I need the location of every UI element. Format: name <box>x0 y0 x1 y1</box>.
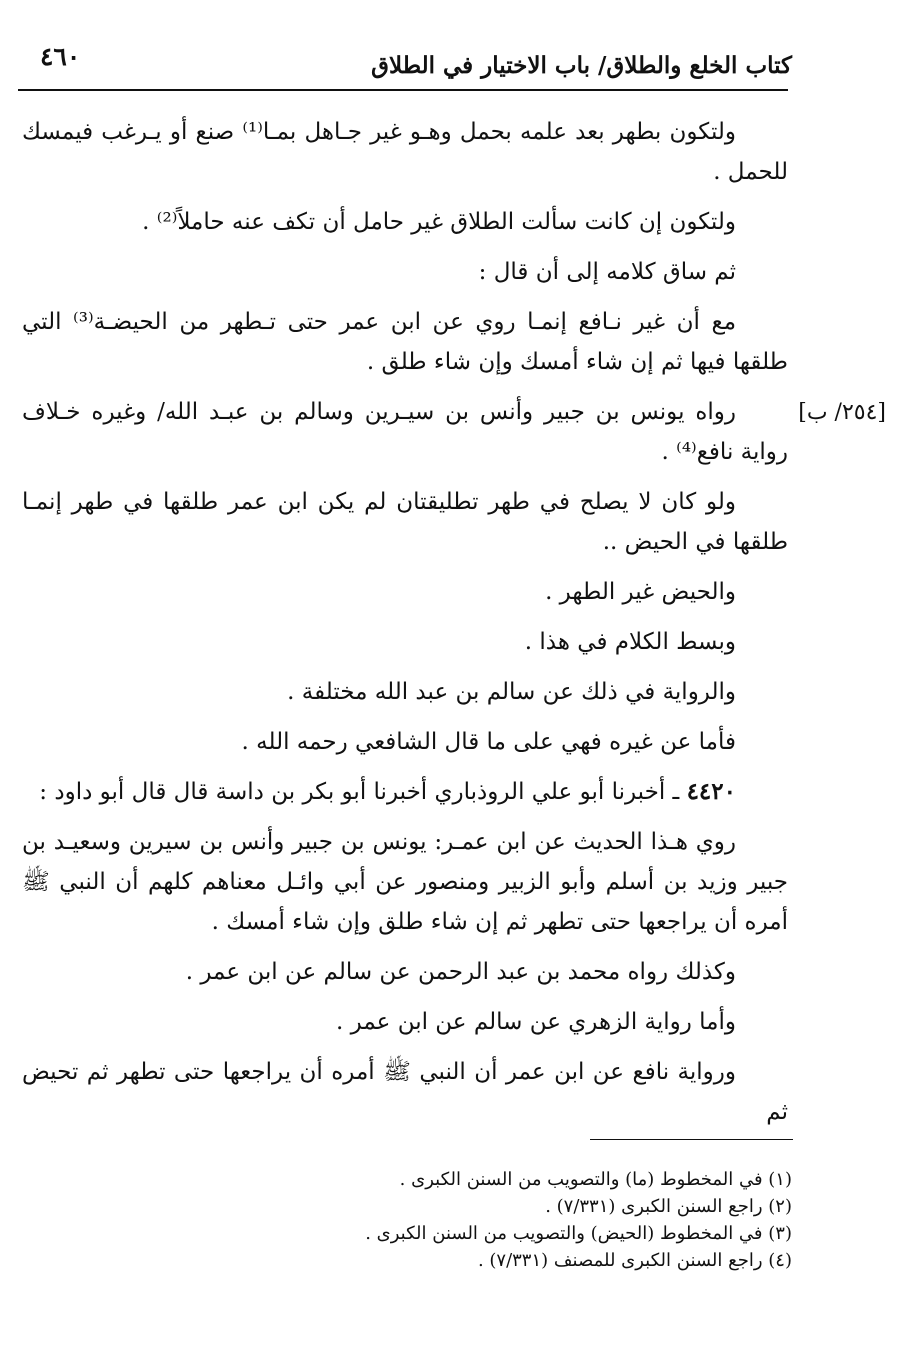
paragraph: والرواية في ذلك عن سالم بن عبد الله مختلفة . <box>287 679 736 705</box>
hadith-isnad: ـ أخبرنا أبو علي الروذباري أخبرنا أبو بكر بن داسة قال قال أبو داود : <box>39 779 687 805</box>
paragraph: روي هـذا الحديث عن ابن عمـر: يونس بن جبير وأنس بن سيرين وسعيـد بن جبير وزيد بن أسلم وأبو الزبير ومنصور عن أبي وائـل معناهم كلهم أن النبي ﷺ أمره أن يراجعها حتى تطهر ثم إن شاء طلق وإن شاء أمسك . <box>22 829 788 935</box>
footnote-divider <box>590 1139 793 1140</box>
paragraph: ورواية نافع عن ابن عمر أن النبي ﷺ أمره أن يراجعها حتى تطهر ثم تحيض ثم <box>22 1059 788 1125</box>
running-header <box>18 40 792 90</box>
paragraph: والحيض غير الطهر . <box>545 579 736 605</box>
paragraph: فأما عن غيره فهي على ما قال الشافعي رحمه الله . <box>241 729 736 755</box>
paragraph: ثم ساق كلامه إلى أن قال : <box>478 259 736 285</box>
paragraph: ولتكون إن كانت سألت الطلاق غير حامل أن تكف عنه حاملاً⁽²⁾ . <box>142 209 736 235</box>
footnote: (٣) في المخطوط (الحيض) والتصويب من السنن الكبرى . <box>365 1223 792 1244</box>
page-number: ٤٦٠ <box>40 42 81 71</box>
manuscript-folio-marker: [٢٥٤/ ب] <box>798 400 886 425</box>
footnote: (١) في المخطوط (ما) والتصويب من السنن الكبرى . <box>399 1169 792 1190</box>
paragraph: مع أن غير نـافع إنمـا روي عن ابن عمر حتى تـطهر من الحيضـة⁽³⁾ التي طلقها فيها ثم إن شاء أمسك وإن شاء طلق . <box>22 309 788 375</box>
paragraph: وبسط الكلام في هذا . <box>524 629 736 655</box>
hadith-entry <box>22 772 788 812</box>
main-text <box>22 112 788 1142</box>
footnotes <box>22 1166 792 1274</box>
paragraph: رواه يونس بن جبير وأنس بن سيـرين وسالم بن عبـد الله/ وغيره خـلاف رواية نافع⁽⁴⁾ . <box>22 399 788 465</box>
hadith-number: ٤٤٢٠ <box>686 778 736 805</box>
paragraph: ولتكون بطهر بعد علمه بحمل وهـو غير جـاهل بمـا⁽¹⁾ صنع أو يـرغب فيمسك للحمل . <box>22 119 788 185</box>
footnote: (٤) راجع السنن الكبرى للمصنف (٧/٣٣١) . <box>477 1250 792 1271</box>
paragraph: وكذلك رواه محمد بن عبد الرحمن عن سالم عن ابن عمر . <box>185 959 736 985</box>
paragraph: ولو كان لا يصلح في طهر تطليقتان لم يكن ابن عمر طلقها في طهر إنمـا طلقها في الحيض .. <box>22 489 788 555</box>
paragraph: وأما رواية الزهري عن سالم عن ابن عمر . <box>336 1009 736 1035</box>
footnote: (٢) راجع السنن الكبرى (٧/٣٣١) . <box>545 1196 792 1217</box>
header-title: كتاب الخلع والطلاق/ باب الاختيار في الطلاق <box>371 52 792 79</box>
header-divider <box>18 89 788 91</box>
